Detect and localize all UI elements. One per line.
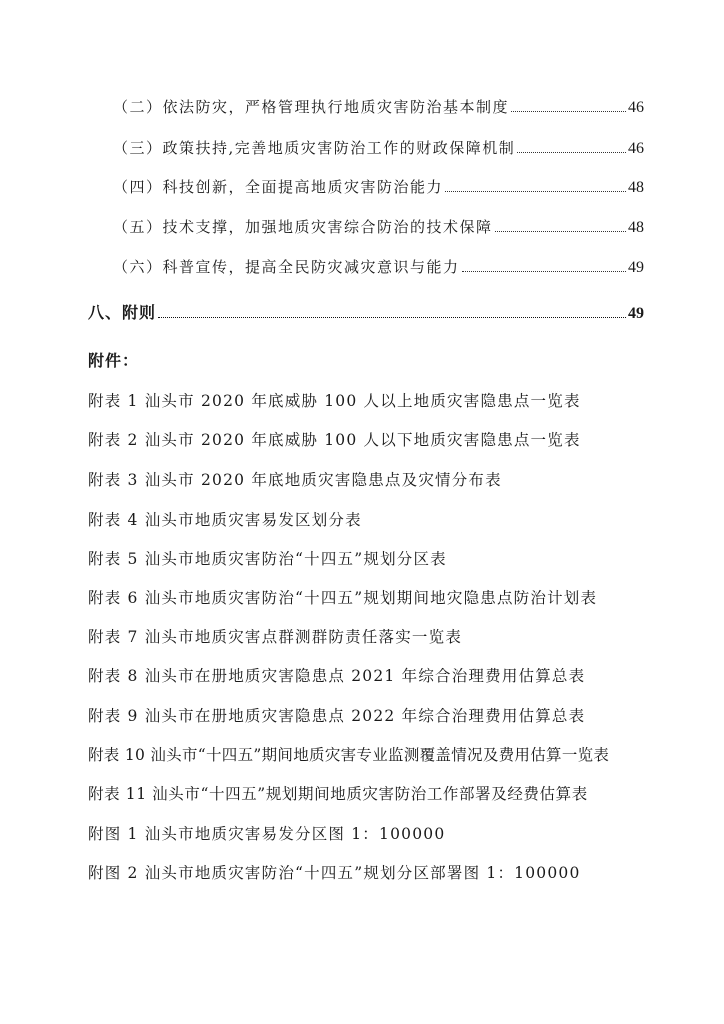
toc-entry-page: 49 — [628, 259, 644, 276]
toc-entry-page: 48 — [628, 179, 644, 196]
toc-entry[interactable] — [113, 137, 644, 163]
toc-entry-title: （二）依法防灾，严格管理执行地质灾害防治基本制度 — [113, 98, 510, 116]
attachment-item: 附表 10 汕头市“十四五”期间地质灾害专业监测覆盖情况及费用估算一览表 — [88, 746, 610, 764]
attachment-item: 附表 8 汕头市在册地质灾害隐患点 2021 年综合治理费用估算总表 — [88, 667, 586, 685]
attachment-item: 附表 2 汕头市 2020 年底威胁 100 人以下地质灾害隐患点一览表 — [88, 431, 581, 449]
toc-leader-dots — [511, 110, 626, 112]
attachment-item: 附图 2 汕头市地质灾害防治“十四五”规划分区部署图 1：100000 — [88, 864, 581, 882]
attachment-item: 附图 1 汕头市地质灾害易发分区图 1：100000 — [88, 825, 446, 843]
attachment-item: 附表 1 汕头市 2020 年底威胁 100 人以上地质灾害隐患点一览表 — [88, 392, 581, 410]
toc-entry[interactable] — [113, 256, 644, 282]
toc-entry[interactable] — [113, 96, 644, 122]
toc-entry-title: （五）技术支撑，加强地质灾害综合防治的技术保障 — [113, 218, 493, 236]
toc-major-title: 八、附则 — [88, 303, 157, 322]
toc-leader-dots — [158, 316, 626, 318]
toc-entry-title: （四）科技创新，全面提高地质灾害防治能力 — [113, 178, 444, 196]
attachment-item: 附表 9 汕头市在册地质灾害隐患点 2022 年综合治理费用估算总表 — [88, 707, 586, 725]
attachment-item: 附表 4 汕头市地质灾害易发区划分表 — [88, 511, 362, 529]
toc-major-page: 49 — [628, 305, 644, 322]
toc-leader-dots — [517, 151, 626, 153]
attachment-item: 附表 3 汕头市 2020 年底地质灾害隐患点及灾情分布表 — [88, 471, 502, 489]
attachment-item: 附表 6 汕头市地质灾害防治“十四五”规划期间地灾隐患点防治计划表 — [88, 589, 598, 607]
toc-entry-title: （三）政策扶持,完善地质灾害防治工作的财政保障机制 — [113, 139, 516, 157]
toc-major-entry[interactable] — [88, 300, 644, 326]
toc-leader-dots — [445, 190, 626, 192]
toc-leader-dots — [495, 230, 626, 232]
toc-entry-title: （六）科普宣传，提高全民防灾减灾意识与能力 — [113, 258, 460, 276]
attachment-item: 附表 7 汕头市地质灾害点群测群防责任落实一览表 — [88, 628, 463, 646]
attachment-item: 附表 11 汕头市“十四五”规划期间地质灾害防治工作部署及经费估算表 — [88, 785, 588, 803]
toc-entry-page: 46 — [628, 99, 644, 116]
toc-entry[interactable] — [113, 216, 644, 242]
attachment-item: 附表 5 汕头市地质灾害防治“十四五”规划分区表 — [88, 550, 447, 568]
attachments-heading: 附件： — [88, 351, 140, 370]
toc-entry-page: 46 — [628, 140, 644, 157]
toc-entry-page: 48 — [628, 219, 644, 236]
toc-leader-dots — [462, 270, 626, 272]
toc-entry[interactable] — [113, 176, 644, 202]
